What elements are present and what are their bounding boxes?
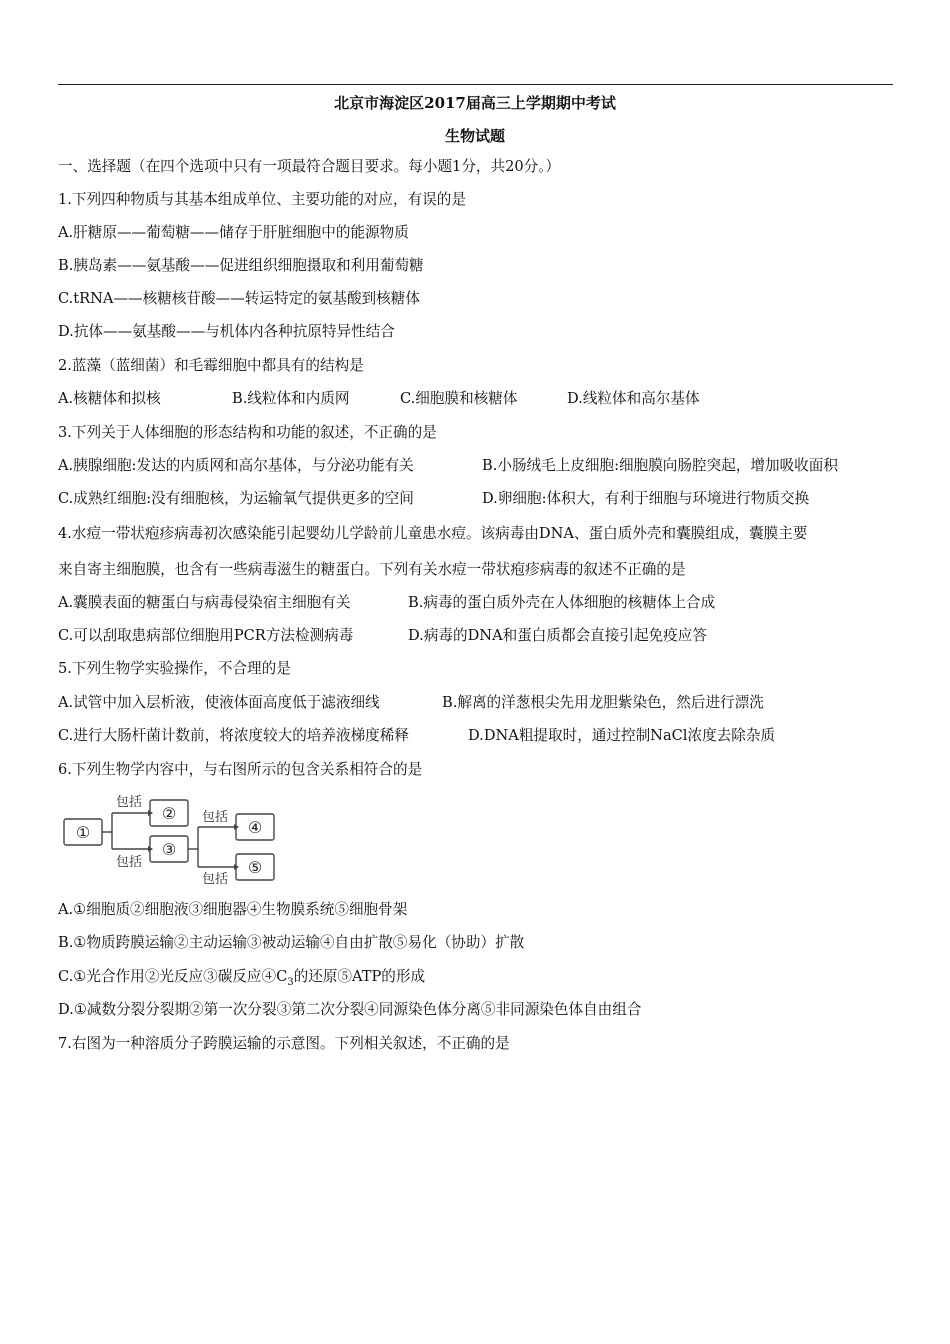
page-subtitle: 生物试题	[444, 127, 505, 145]
q2-option-a: A.核糖体和拟核	[58, 390, 161, 407]
node-2-label: ②	[161, 804, 177, 823]
q6-option-c	[58, 967, 425, 993]
q3-option-b: B.小肠绒毛上皮细胞:细胞膜向肠腔突起，增加吸收面积	[482, 457, 838, 474]
q4-stem-line2: 来自寄主细胞膜，也含有一些病毒滋生的糖蛋白。下列有关水痘一带状疱疹病毒的叙述不正确的是	[58, 561, 686, 578]
node-5-label: ⑤	[247, 858, 263, 877]
edge-label-3-4: 包括	[201, 810, 229, 825]
q5-option-a: A.试管中加入层析液，使液体面高度低于滤液细线	[58, 694, 380, 711]
q3-option-a: A.胰腺细胞:发达的内质网和高尔基体，与分泌功能有关	[58, 457, 414, 474]
q1-option-a: A.肝糖原——葡萄糖——储存于肝脏细胞中的能源物质	[58, 224, 409, 241]
q4-stem-line1: 4.水痘一带状疱疹病毒初次感染能引起婴幼儿学龄前儿童患水痘。该病毒由DNA、蛋白质外壳和囊膜组成，囊膜主要	[58, 525, 808, 542]
node-1-label: ①	[75, 823, 91, 842]
q2-stem: 2.蓝藻（蓝细菌）和毛霉细胞中都具有的结构是	[58, 357, 364, 374]
q1-option-b: B.胰岛素——氨基酸——促进组织细胞摄取和利用葡萄糖	[58, 257, 424, 274]
q4-option-a: A.囊膜表面的糖蛋白与病毒侵染宿主细胞有关	[58, 594, 351, 611]
q2-option-b: B.线粒体和内质网	[232, 390, 350, 407]
section-heading: 一、选择题（在四个选项中只有一项最符合题目要求。每小题1分，共20分。）	[58, 158, 561, 175]
q6-option-c-post: 的还原⑤ATP的形成	[293, 968, 426, 985]
q6-option-b: B.①物质跨膜运输②主动运输③被动运输④自由扩散⑤易化（协助）扩散	[58, 934, 525, 951]
q1-option-d: D.抗体——氨基酸——与机体内各种抗原特异性结合	[58, 323, 395, 340]
inclusion-diagram	[58, 786, 283, 888]
edge-label-1-2: 包括	[115, 795, 143, 810]
q5-option-c: C.进行大肠杆菌计数前，将浓度较大的培养液梯度稀释	[58, 727, 409, 744]
q3-option-c: C.成熟红细胞:没有细胞核，为运输氧气提供更多的空间	[58, 490, 414, 507]
header-rule	[58, 84, 893, 85]
q6-stem: 6.下列生物学内容中，与右图所示的包含关系相符合的是	[58, 761, 423, 778]
q2-option-c: C.细胞膜和核糖体	[400, 390, 518, 407]
q4-option-c: C.可以刮取患病部位细胞用PCR方法检测病毒	[58, 627, 354, 644]
q3-option-d: D.卵细胞:体积大，有利于细胞与环境进行物质交换	[482, 490, 810, 507]
q5-stem: 5.下列生物学实验操作，不合理的是	[58, 660, 291, 677]
q6-option-c-pre: C.①光合作用②光反应③碳反应④C	[58, 968, 288, 985]
q5-option-d: D.DNA粗提取时，通过控制NaCl浓度去除杂质	[468, 727, 776, 744]
q4-option-d: D.病毒的DNA和蛋白质都会直接引起免疫应答	[408, 627, 707, 644]
node-4-label: ④	[247, 818, 263, 837]
q1-option-c: C.tRNA——核糖核苷酸——转运特定的氨基酸到核糖体	[58, 290, 420, 307]
q6-option-c-subscript: 3	[287, 976, 294, 988]
q4-option-b: B.病毒的蛋白质外壳在人体细胞的核糖体上合成	[408, 594, 716, 611]
q3-stem: 3.下列关于人体细胞的形态结构和功能的叙述，不正确的是	[58, 424, 437, 441]
node-3-label: ③	[161, 840, 177, 859]
q6-option-a: A.①细胞质②细胞液③细胞器④生物膜系统⑤细胞骨架	[58, 901, 408, 918]
q1-stem: 1.下列四种物质与其基本组成单位、主要功能的对应，有误的是	[58, 191, 466, 208]
q6-option-d: D.①减数分裂分裂期②第一次分裂③第二次分裂④同源染色体分离⑤非同源染色体自由组合	[58, 1001, 642, 1018]
edge-label-1-3: 包括	[115, 855, 143, 870]
q2-option-d: D.线粒体和高尔基体	[567, 390, 700, 407]
edge-label-3-5: 包括	[201, 872, 229, 887]
page-title: 北京市海淀区2017届高三上学期期中考试	[334, 94, 616, 112]
q5-option-b: B.解离的洋葱根尖先用龙胆紫染色，然后进行漂洗	[442, 694, 764, 711]
q7-stem: 7.右图为一种溶质分子跨膜运输的示意图。下列相关叙述，不正确的是	[58, 1035, 510, 1052]
